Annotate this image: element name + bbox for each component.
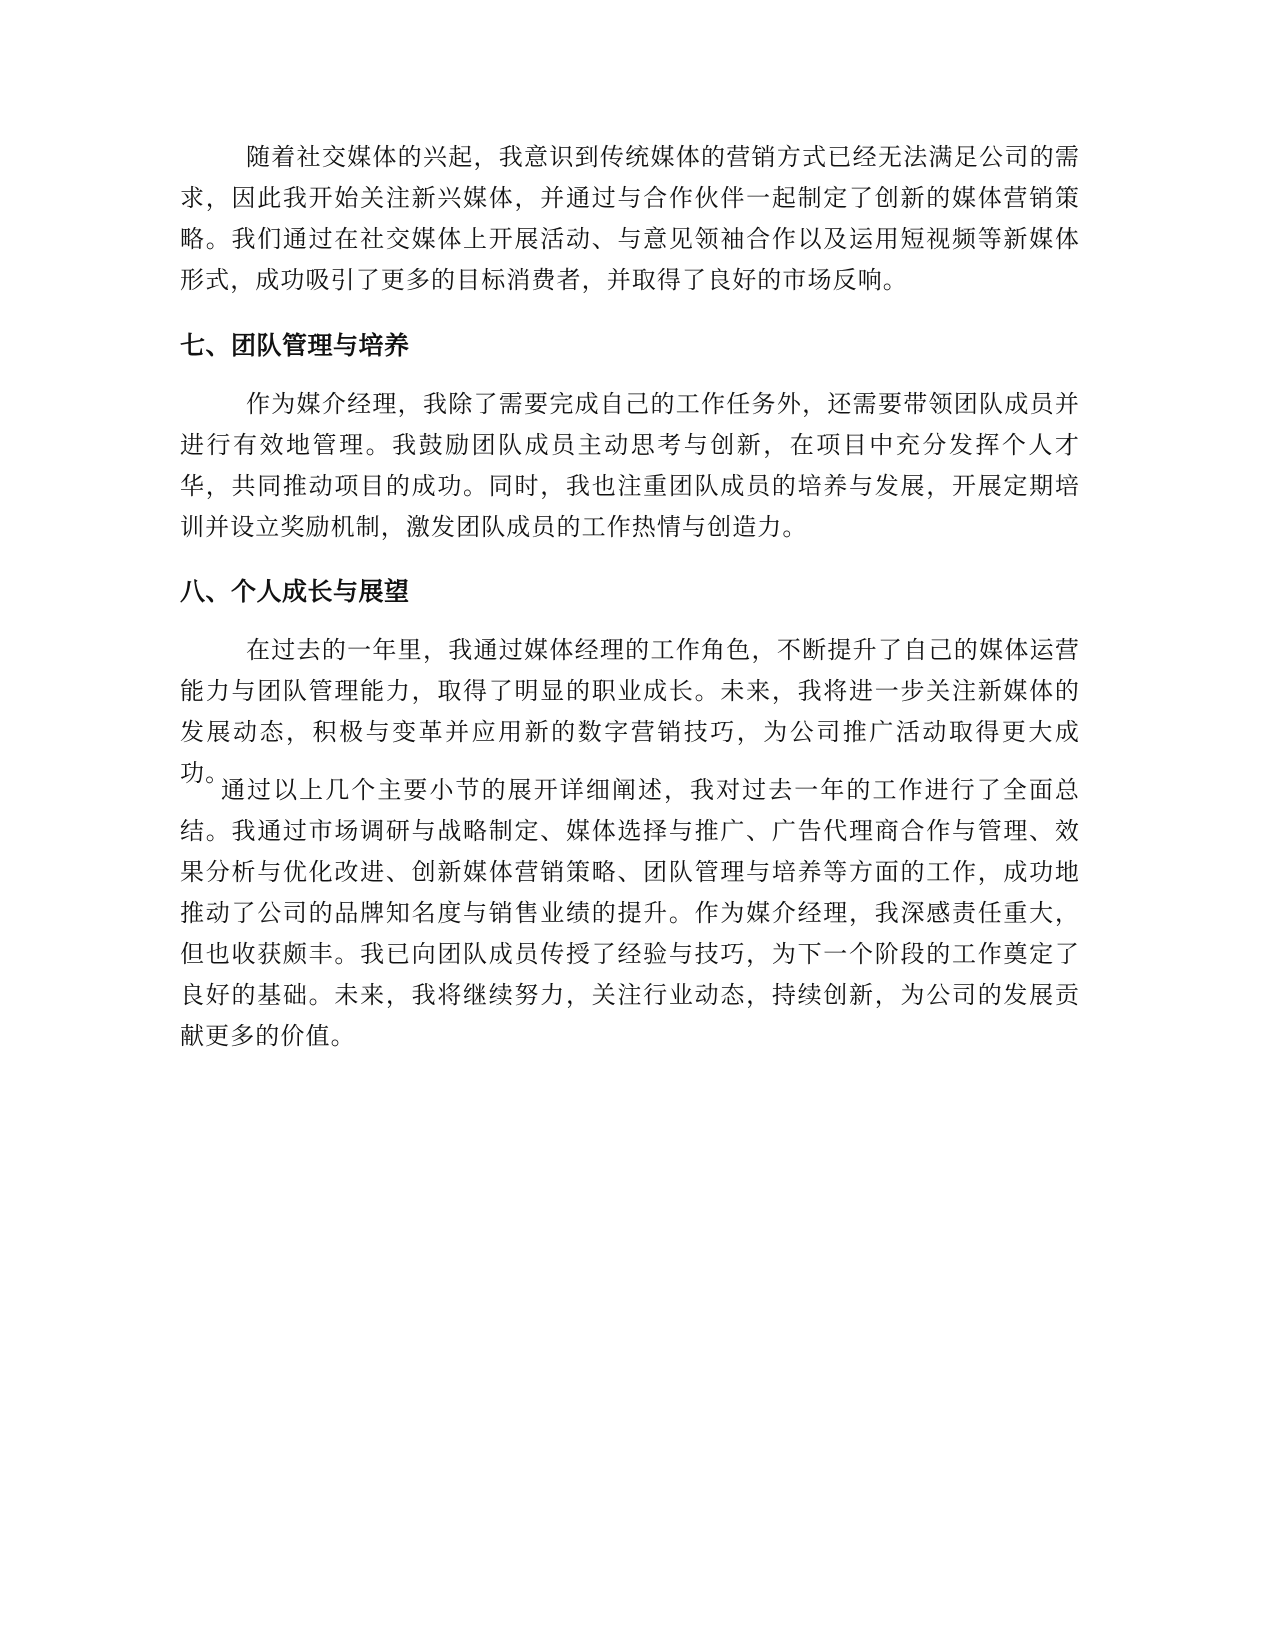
section-7-heading: 七、团队管理与培养 <box>180 331 410 360</box>
section-8-paragraph: 在过去的一年里，我通过媒体经理的工作角色，不断提升了自己的媒体运营能力与团队管理能力，取得了明显的职业成长。未来，我将进一步关注新媒体的发展动态，积极与变革并应用新的数字营销技巧，为公司推广活动取得更大成功。 <box>180 636 1080 787</box>
intro-paragraph: 随着社交媒体的兴起，我意识到传统媒体的营销方式已经无法满足公司的需求，因此我开始关注新兴媒体，并通过与合作伙伴一起制定了创新的媒体营销策略。我们通过在社交媒体上开展活动、与意见领袖合作以及运用短视频等新媒体形式，成功吸引了更多的目标消费者，并取得了良好的市场反响。 <box>180 143 1080 294</box>
conclusion-paragraph: 通过以上几个主要小节的展开详细阐述，我对过去一年的工作进行了全面总结。我通过市场调研与战略制定、媒体选择与推广、广告代理商合作与管理、效果分析与优化改进、创新媒体营销策略、团队管理与培养等方面的工作，成功地推动了公司的品牌知名度与销售业绩的提升。作为媒介经理，我深感责任重大，但也收获颇丰。我已向团队成员传授了经验与技巧，为下一个阶段的工作奠定了良好的基础。未来，我将继续努力，关注行业动态，持续创新，为公司的发展贡献更多的价值。 <box>180 776 1080 1050</box>
section-7-paragraph: 作为媒介经理，我除了需要完成自己的工作任务外，还需要带领团队成员并进行有效地管理。我鼓励团队成员主动思考与创新，在项目中充分发挥个人才华，共同推动项目的成功。同时，我也注重团队成员的培养与发展，开展定期培训并设立奖励机制，激发团队成员的工作热情与创造力。 <box>180 390 1080 541</box>
section-8-heading: 八、个人成长与展望 <box>180 577 410 606</box>
